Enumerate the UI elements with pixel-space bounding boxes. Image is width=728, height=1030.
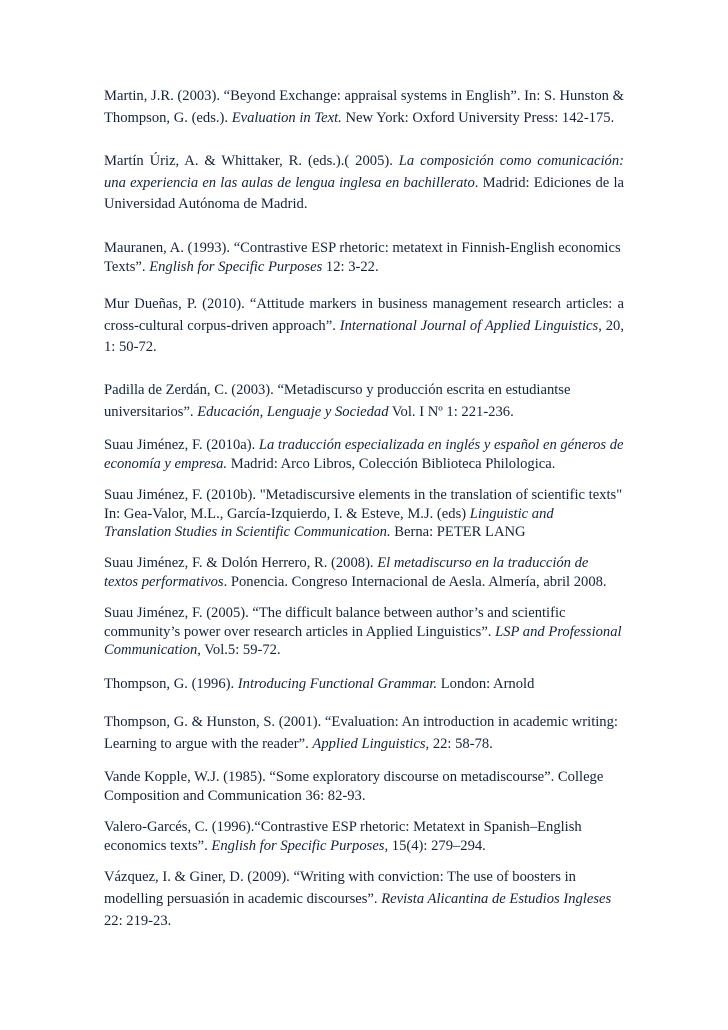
reference-text: , 22: 58-78.	[425, 736, 493, 752]
reference-text: Berna: PETER LANG	[390, 524, 526, 540]
reference-title: La traducción especializada en inglés y español en géneros de economía y empresa.	[104, 437, 624, 472]
reference-title: Applied Linguistics	[312, 736, 426, 752]
reference-text: Suau Jiménez, F. (2005). “The difficult balance between author’s and scientific community’s power over research articles in Applied Linguistics”.	[104, 605, 566, 640]
reference-text: , 20, 1: 50-72.	[104, 317, 624, 355]
reference-text: Madrid: Arco Libros, Colección Biblioteca Philologica.	[227, 455, 556, 472]
reference-mauranen-1993	[104, 239, 624, 276]
reference-vazquez-giner-2009	[104, 866, 624, 932]
reference-text: New York: Oxford University Press: 142-175.	[341, 109, 615, 126]
reference-mur-duenas-2010	[104, 294, 624, 359]
reference-text: 22: 219-23.	[104, 913, 172, 929]
reference-text: Martín Úriz, A. & Whittaker, R. (eds.).( 2005).	[104, 153, 399, 169]
reference-text: London: Arnold	[437, 676, 535, 692]
reference-text: Vande Kopple, W.J. (1985). “Some exploratory discourse on metadiscourse”. College Composition and Communication 36: 82-93.	[104, 769, 604, 804]
reference-text: Thompson, G. (1996).	[104, 676, 238, 692]
reference-valero-garces-1996	[104, 818, 624, 855]
reference-suau-2005	[104, 604, 624, 660]
reference-suau-dolon-2008	[104, 554, 624, 591]
reference-title: English for Specific Purposes	[149, 258, 323, 275]
reference-text: Suau Jiménez, F. (2010a).	[104, 437, 259, 453]
reference-text: Vol. I Nº 1: 221-236.	[388, 404, 514, 420]
reference-text: Padilla de Zerdán, C. (2003). “Metadiscurso y producción escrita en estudiantse universitarios”.	[104, 382, 571, 420]
reference-suau-2010a	[104, 436, 624, 473]
reference-text: . Ponencia. Congreso Internacional de Aesla. Almería, abril 2008.	[223, 573, 607, 590]
reference-suau-2010b	[104, 486, 624, 542]
reference-text: Mauranen, A. (1993). “Contrastive ESP rhetoric: metatext in Finnish-English economics Texts”.	[104, 240, 621, 275]
reference-title: Evaluation in Text.	[231, 109, 342, 126]
reference-vande-kopple-1985	[104, 768, 624, 805]
reference-text: 15(4): 279–294.	[388, 837, 486, 854]
reference-title: International Journal of Applied Linguistics	[339, 317, 599, 334]
reference-text: 12: 3-22.	[322, 258, 379, 275]
reference-text: Martin, J.R. (2003). “Beyond Exchange: appraisal systems in English”. In: S. Hunston & Thompson, G. (eds.).	[104, 88, 624, 126]
reference-text: . Madrid: Ediciones de la Universidad Autónoma de Madrid.	[104, 174, 624, 212]
reference-text: Mur Dueñas, P. (2010). “Attitude markers in business management research articles: a cross-cultural corpus-driven approach”.	[104, 296, 624, 334]
reference-text: Valero-Garcés, C. (1996).“Contrastive ESP rhetoric: Metatext in Spanish–English economics texts”.	[104, 819, 582, 854]
reference-martin-uriz-2005	[104, 151, 624, 216]
reference-text: Thompson, G. & Hunston, S. (2001). “Evaluation: An introduction in academic writing: Learning to argue with the reader”.	[104, 714, 618, 752]
reference-title: El metadiscurso en la traducción de textos performativos	[104, 555, 589, 590]
reference-title: Educación, Lenguaje y Sociedad	[197, 404, 389, 420]
reference-text: Suau Jiménez, F. & Dolón Herrero, R. (2008).	[104, 555, 378, 571]
reference-thompson-hunston-2001	[104, 711, 624, 755]
reference-title: Linguistic and Translation Studies in Scientific Communication.	[104, 505, 554, 540]
reference-title: Introducing Functional Grammar.	[237, 676, 438, 692]
reference-title: Revista Alicantina de Estudios Ingleses	[381, 891, 612, 907]
reference-text: Vol.5: 59-72.	[200, 642, 281, 658]
reference-padilla-2003	[104, 379, 624, 423]
reference-title: La composición como comunicación: una experiencia en las aulas de lengua inglesa en bachillerato	[104, 153, 624, 191]
reference-title: English for Specific Purposes,	[211, 837, 389, 854]
reference-text: Vázquez, I. & Giner, D. (2009). “Writing with conviction: The use of boosters in modelling persuasión in academic discourses”.	[104, 869, 576, 907]
reference-martin-2003	[104, 86, 624, 129]
reference-thompson-1996	[104, 675, 624, 694]
reference-title: LSP and Professional Communication,	[104, 623, 622, 658]
reference-text: Suau Jiménez, F. (2010b). "Metadiscursive elements in the translation of scientific texts" In: Gea-Valor, M.L., García-Izquierdo, I. & Esteve, M.J. (eds)	[104, 487, 623, 522]
